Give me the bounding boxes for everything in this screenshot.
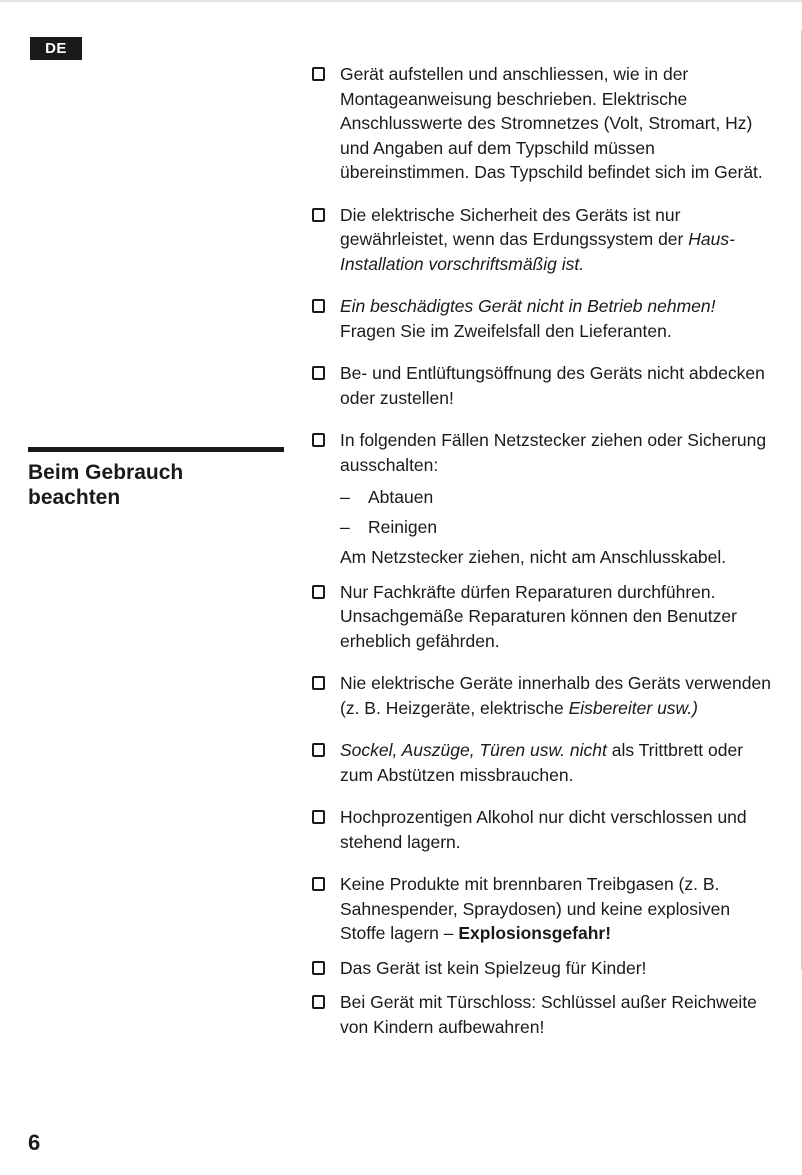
item-text: Nie elektrische Geräte innerhalb des Geräts verwenden (z. B. Heizgeräte, elektrische [340,673,771,718]
list-item [310,62,772,185]
list-item [310,294,772,343]
item-text: als Trittbrett oder zum Abstützen missbrauchen. [340,740,744,785]
section-heading-line1: Beim Gebrauch [28,461,184,484]
item-text-italic: Sockel, Auszüge, Türen usw. nicht [340,740,607,760]
explosion-warning: Explosionsgefahr! [458,923,612,943]
safety-instructions-list [310,62,772,1049]
list-item [310,428,772,570]
page-edge-marks [795,30,802,970]
item-text: Nur Fachkräfte dürfen Reparaturen durchführen. Unsachgemäße Reparaturen können den Benutzer erheblich gefährden. [340,581,737,651]
list-item [310,805,772,854]
list-item [310,580,772,654]
page-number: 6 [28,1130,41,1155]
list-item [310,990,772,1039]
language-badge: DE [30,37,82,60]
list-item [310,203,772,277]
item-text: Hochprozentigen Alkohol nur dicht verschlossen und stehend lagern. [340,807,747,852]
item-text-italic: Eisbereiter usw.) [568,697,698,718]
sub-list [340,485,772,539]
item-text: In folgenden Fällen Netzstecker ziehen oder Sicherung ausschalten: [340,430,767,475]
sub-list-item: – Abtauen [340,485,772,510]
item-text-italic: Haus-Installation vorschriftsmäßig ist. [340,229,735,274]
list-item [310,956,772,981]
item-text: Das Gerät ist kein Spielzeug für Kinder! [340,957,647,978]
list-item [310,671,772,720]
item-text: Bei Gerät mit Türschloss: Schlüssel außer Reichweite von Kindern aufbewahren! [340,992,757,1037]
list-item [310,361,772,410]
list-item [310,872,772,946]
item-text: Gerät aufstellen und anschliessen, wie in der Montageanweisung beschrieben. Elektrische Anschlusswerte des Stromnetzes (Volt, Stromart, Hz) und Angaben auf dem Typschild müssen übereinstimmen. Das Typschild befindet sich im Gerät. [340,64,763,182]
item-text: Die elektrische Sicherheit des Geräts ist nur gewährleistet, wenn das Erdungssystem der [340,204,689,249]
top-edge-rule [0,0,802,2]
item-note: Am Netzstecker ziehen, nicht am Anschlusskabel. [340,547,727,567]
item-text: Fragen Sie im Zweifelsfall den Lieferanten. [340,320,672,341]
sub-list-item: – Reinigen [340,515,772,540]
section-heading-line2: beachten [28,486,121,509]
list-item [310,738,772,787]
item-text: Keine Produkte mit brennbaren Treibgasen (z. B. Sahnespender, Spraydosen) und keine explosiven Stoffe lagern – [340,874,731,943]
section-heading [28,460,278,510]
item-text-italic: Ein beschädigtes Gerät nicht in Betrieb nehmen! [340,296,716,316]
section-rule [28,447,284,452]
item-text: Be- und Entlüftungsöffnung des Geräts nicht abdecken oder zustellen! [340,363,765,408]
